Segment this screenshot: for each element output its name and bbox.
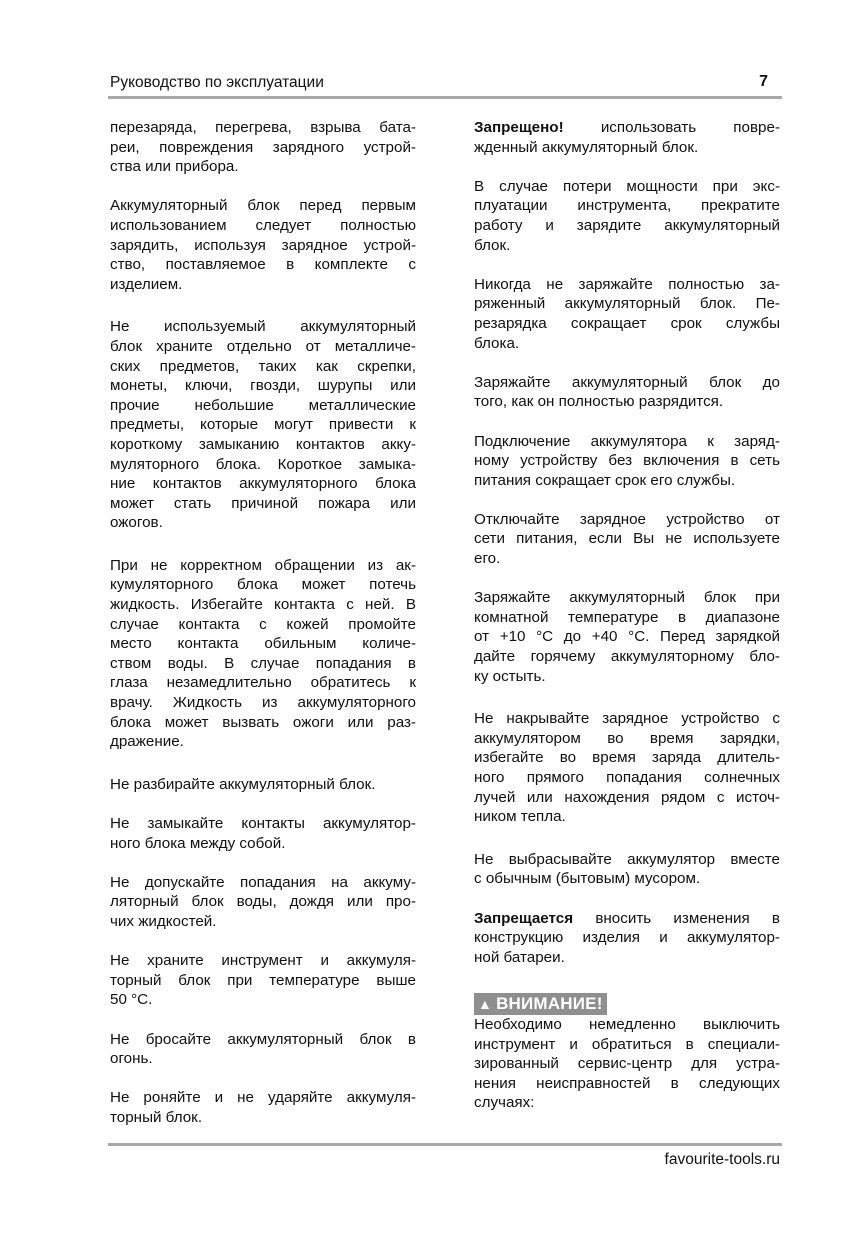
page-number: 7: [759, 73, 768, 90]
paragraph: [474, 850, 780, 889]
paragraph: [474, 373, 780, 412]
text-line: избегайте во время заряда длитель-: [474, 749, 780, 767]
text-line: питания сокращает срок его службы.: [474, 471, 736, 489]
text-line: блока может вызвать ожоги или раз-: [110, 713, 416, 731]
text-line: ства или прибора.: [110, 158, 239, 176]
text-line: ством воды. В случае попадания в: [110, 654, 416, 672]
text-line: дайте горячему аккумуляторному бло-: [474, 648, 780, 666]
text-line: Подключение аккумулятора к заряд-: [474, 432, 780, 450]
text-line: В случае потери мощности при экс-: [474, 177, 780, 195]
text-line: чих жидкостей.: [110, 912, 217, 930]
text-line: ние контактов аккумуляторного блока: [110, 475, 416, 493]
paragraph: [110, 317, 416, 533]
text-line: Не роняйте и не ударяйте аккумуля-: [110, 1089, 416, 1107]
text-line: резарядка сокращает срок службы: [474, 314, 780, 332]
text-line: врачу. Жидкость из аккумуляторного: [110, 694, 416, 712]
text-line: ному устройству без включения в сеть: [474, 452, 780, 470]
paragraph: [110, 118, 416, 177]
warning-triangle-icon: ▲: [478, 995, 493, 1012]
text-line: Не храните инструмент и аккумуля-: [110, 952, 416, 970]
text-line: место контакта обильным количе-: [110, 635, 416, 653]
paragraph: [474, 275, 780, 353]
text-line: Не бросайте аккумуляторный блок в: [110, 1030, 416, 1048]
text-line: случаях:: [474, 1094, 535, 1112]
text-line: ских предметов, таких как скрепки,: [110, 357, 416, 375]
text-line: муляторного блока. Короткое замыка-: [110, 455, 416, 473]
warning-label: ВНИМАНИЕ!: [496, 993, 603, 1013]
paragraph: [110, 1030, 416, 1069]
text-line: Аккумуляторный блок перед первым: [110, 197, 416, 215]
text-line: дражение.: [110, 733, 184, 751]
paragraph: [110, 775, 416, 795]
text-line: Не выбрасывайте аккумулятор вместе: [474, 850, 780, 868]
text-line: 50 °C.: [110, 991, 153, 1009]
text-line: прочие небольшие металлические: [110, 396, 416, 414]
text-line: Никогда не заряжайте полностью за-: [474, 275, 780, 293]
text-line: Не допускайте попадания на аккуму-: [110, 873, 416, 891]
left-column: [110, 118, 416, 1147]
text-line: предметы, которые могут привести к: [110, 416, 416, 434]
paragraph: [110, 814, 416, 853]
text-line: короткому замыканию контактов акку-: [110, 435, 416, 453]
text-line: блок.: [474, 236, 511, 254]
text-line: глаза незамедлительно обратитесь к: [110, 674, 416, 692]
text-line: монеты, ключи, гвозди, шурупы или: [110, 377, 416, 395]
text-line: Не накрывайте зарядное устройство с: [474, 710, 780, 728]
text-line: огонь.: [110, 1050, 153, 1068]
page-header: [108, 70, 782, 99]
text-line: кумуляторного блока может потечь: [110, 576, 416, 594]
text-line: работу и зарядите аккумуляторный: [474, 216, 780, 234]
text-line: нения неисправностей в следующих: [474, 1074, 780, 1092]
text-run: вносить изменения в: [573, 909, 780, 927]
paragraph: [474, 510, 780, 569]
text-line: жидкость. Избегайте контакта с ней. В: [110, 596, 416, 614]
text-line: торный блок.: [110, 1108, 203, 1126]
paragraph: [110, 873, 416, 932]
text-line: Заряжайте аккумуляторный блок при: [474, 589, 780, 607]
text-line: ником тепла.: [474, 808, 566, 826]
paragraph: [474, 432, 780, 491]
text-line: ку остыть.: [474, 667, 546, 685]
paragraph: [474, 709, 780, 827]
text-line: Отключайте зарядное устройство от: [474, 510, 780, 528]
text-line: конструкцию изделия и аккумулятор-: [474, 929, 780, 947]
paragraph: [110, 1088, 416, 1127]
text-line: его.: [474, 550, 501, 568]
text-line: [474, 909, 780, 929]
paragraph: [110, 196, 416, 294]
text-line: Не используемый аккумуляторный: [110, 318, 416, 336]
bold-lead: Запрещается: [474, 909, 574, 927]
text-line: ряженный аккумуляторный блок. Пе-: [474, 295, 780, 313]
warning-text: [474, 1015, 780, 1113]
paragraph: [110, 951, 416, 1010]
text-line: Заряжайте аккумуляторный блок до: [474, 373, 780, 391]
text-line: реи, повреждения зарядного устрой-: [110, 138, 416, 156]
text-line: ство, поставляемое в комплекте с: [110, 256, 416, 274]
text-line: комнатной температуре в диапазоне: [474, 608, 780, 626]
text-line: изделием.: [110, 275, 183, 293]
text-line: ляторный блок воды, дождя или про-: [110, 893, 416, 911]
text-run: использовать повре-: [563, 119, 780, 136]
text-line: с обычным (бытовым) мусором.: [474, 870, 701, 888]
text-line: ного прямого попадания солнечных: [474, 769, 780, 786]
text-line: перезаряда, перегрева, взрыва бата-: [110, 119, 416, 136]
text-line: Не замыкайте контакты аккумулятор-: [110, 815, 416, 832]
text-line: лучей или нахождения рядом с источ-: [474, 788, 780, 806]
paragraph: [110, 556, 416, 752]
text-line: сети питания, если Вы не используете: [474, 530, 780, 548]
right-column: [474, 118, 780, 1133]
text-line: того, как он полностью разрядится.: [474, 393, 724, 411]
text-line: может стать причиной пожара или: [110, 494, 416, 512]
text-line: торный блок при температуре выше: [110, 971, 416, 989]
text-line: [474, 118, 780, 138]
text-line: зарядить, используя зарядное устрой-: [110, 236, 416, 254]
bold-lead: Запрещено!: [474, 119, 564, 136]
text-line: ожогов.: [110, 514, 163, 532]
text-line: ной батареи.: [474, 948, 565, 966]
text-line: случае контакта с кожей промойте: [110, 615, 416, 633]
text-line: Не разбирайте аккумуляторный блок.: [110, 775, 376, 793]
text-line: Необходимо немедленно выключить: [474, 1015, 780, 1033]
text-line: инструмент и обратиться в специали-: [474, 1035, 780, 1053]
footer-website: favourite-tools.ru: [664, 1151, 780, 1168]
text-line: аккумулятором во время зарядки,: [474, 729, 780, 747]
text-line: жденный аккумуляторный блок.: [474, 138, 699, 156]
paragraph: [474, 588, 780, 686]
text-line: зированный сервис-центр для устра-: [474, 1055, 780, 1073]
paragraph: [474, 118, 780, 157]
text-line: При не корректном обращении из ак-: [110, 556, 416, 574]
page-footer: [108, 1143, 782, 1168]
document-title: Руководство по эксплуатации: [110, 74, 324, 91]
paragraph: [474, 909, 780, 968]
paragraph: [474, 177, 780, 255]
text-line: ного блока между собой.: [110, 834, 286, 852]
text-line: блока.: [474, 334, 520, 352]
text-line: блок храните отдельно от металличе-: [110, 337, 416, 355]
text-line: от +10 °C до +40 °C. Перед зарядкой: [474, 628, 780, 646]
warning-badge: [474, 993, 607, 1015]
text-line: использованием следует полностью: [110, 216, 416, 234]
text-line: плуатации инструмента, прекратите: [474, 197, 780, 215]
